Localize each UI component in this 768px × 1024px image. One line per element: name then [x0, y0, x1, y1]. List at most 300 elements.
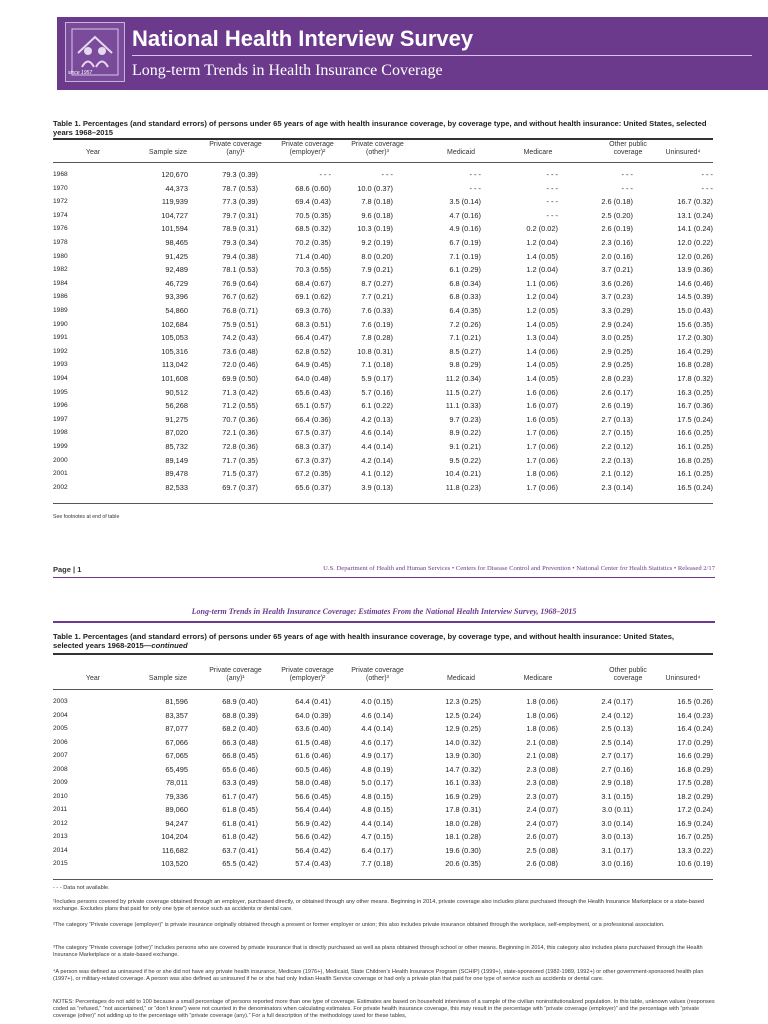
- footnote-3: ³The category “Private coverage (other)” includes persons who are covered by private insurance that is directly purchased as well as plans obtained through school or other means. Beginning in 2014, this category also includes plans purchased through the Health Insurance Marketplace or a state-based exchange.: [53, 945, 703, 958]
- cell-private-employer: 68.3 (0.37): [295, 442, 331, 451]
- cell-medicaid: 18.1 (0.28): [445, 832, 481, 841]
- cell-uninsured: 16.5 (0.26): [677, 697, 713, 706]
- cell-uninsured: 16.8 (0.29): [677, 764, 713, 774]
- cell-medicare: 2.3 (0.08): [526, 778, 558, 787]
- cell-medicaid: 6.1 (0.29): [449, 265, 481, 275]
- cell-year: 2009: [53, 779, 68, 786]
- cell-private-other: 4.9 (0.17): [361, 751, 393, 760]
- cell-year: 1974: [53, 211, 68, 219]
- cell-private-other: 4.8 (0.15): [361, 805, 393, 814]
- cell-private-any: 75.9 (0.51): [222, 319, 258, 329]
- cell-uninsured: 12.0 (0.26): [677, 251, 713, 261]
- cell-private-other: 4.8 (0.19): [361, 764, 393, 774]
- table-caption-continued: [53, 632, 713, 650]
- cell-private-other: 7.9 (0.21): [361, 265, 393, 275]
- table-row: [53, 792, 713, 802]
- cell-other-public: 2.7 (0.15): [601, 428, 633, 438]
- logo-since: since 1957: [68, 70, 93, 76]
- cell-private-other: 7.1 (0.18): [361, 360, 393, 370]
- cell-uninsured: 14.1 (0.24): [677, 224, 713, 234]
- cell-medicare: 1.3 (0.04): [526, 333, 558, 343]
- cell-sample-size: 105,316: [161, 346, 188, 356]
- cell-sample-size: 91,425: [165, 251, 188, 261]
- cell-private-employer: 56.6 (0.42): [295, 832, 331, 841]
- cell-medicaid: 4.7 (0.16): [449, 210, 481, 220]
- cell-private-employer: 64.0 (0.39): [295, 710, 331, 720]
- table-header-rule: [53, 162, 713, 163]
- cell-private-other: 5.9 (0.17): [361, 374, 393, 383]
- cell-year: 2010: [53, 792, 68, 800]
- table-row: [53, 292, 713, 302]
- table-row: [53, 306, 713, 316]
- column-header-line2: (employer)²: [289, 149, 326, 156]
- cell-private-employer: 69.4 (0.43): [295, 197, 331, 207]
- cell-uninsured: 10.6 (0.19): [677, 859, 713, 868]
- cell-sample-size: 105,053: [161, 333, 188, 343]
- table2-header-rule: [53, 689, 713, 690]
- table-row: [53, 697, 713, 707]
- cell-year: 1976: [53, 225, 68, 233]
- cell-private-employer: 67.3 (0.37): [295, 455, 331, 465]
- cell-medicaid: 16.1 (0.33): [445, 778, 481, 787]
- column-header-medicare: Medicare: [523, 149, 553, 156]
- cell-private-employer: 66.4 (0.36): [295, 414, 331, 424]
- cell-other-public: 2.5 (0.14): [601, 737, 633, 747]
- cell-year: 1970: [53, 184, 68, 192]
- cell-medicare: 1.8 (0.06): [526, 724, 558, 733]
- cell-private-any: 68.8 (0.39): [222, 710, 258, 720]
- cell-other-public: 3.0 (0.14): [601, 818, 633, 828]
- column-header-medicaid: Medicaid: [446, 675, 475, 682]
- cell-sample-size: 65,495: [165, 764, 188, 774]
- cell-other-public: 3.0 (0.25): [601, 333, 633, 343]
- cell-sample-size: 119,939: [161, 197, 188, 207]
- cell-private-other: 7.7 (0.18): [361, 859, 393, 868]
- cell-sample-size: 89,060: [165, 805, 188, 814]
- table-row: [53, 388, 713, 398]
- cell-other-public: 2.6 (0.19): [601, 224, 633, 234]
- column-header-line1: Private coverage: [281, 141, 334, 148]
- cell-medicaid: 12.9 (0.25): [445, 724, 481, 733]
- cell-private-other: 4.2 (0.14): [361, 455, 393, 465]
- cell-private-any: 76.9 (0.64): [222, 278, 258, 288]
- cell-medicaid: - - -: [469, 170, 481, 179]
- cell-uninsured: 16.3 (0.25): [677, 387, 713, 397]
- cell-medicaid: 4.9 (0.16): [449, 224, 481, 234]
- cell-other-public: 2.6 (0.17): [601, 387, 633, 397]
- cell-medicare: 1.4 (0.05): [526, 251, 558, 261]
- cell-private-any: 71.7 (0.35): [222, 455, 258, 465]
- cell-medicare: 1.4 (0.05): [526, 319, 558, 329]
- table-row: [53, 846, 713, 856]
- table-row: [53, 265, 713, 275]
- cell-medicaid: 20.6 (0.35): [445, 859, 481, 868]
- column-header-line2: (employer)²: [289, 675, 326, 682]
- column-header-line2: (any)¹: [226, 149, 245, 156]
- cell-sample-size: 81,596: [165, 697, 188, 706]
- cell-private-any: 68.2 (0.40): [222, 724, 258, 733]
- cell-medicare: 2.5 (0.08): [526, 845, 558, 855]
- cell-private-any: 78.7 (0.53): [222, 183, 258, 193]
- cell-private-other: 4.0 (0.15): [361, 697, 393, 706]
- cell-private-employer: 56.9 (0.42): [295, 818, 331, 828]
- cell-private-employer: 56.4 (0.44): [295, 805, 331, 814]
- cell-private-other: 4.4 (0.14): [361, 724, 393, 733]
- cell-year: 2013: [53, 833, 68, 840]
- cell-medicare: 2.4 (0.07): [526, 818, 558, 828]
- cell-private-employer: 68.5 (0.32): [295, 224, 331, 234]
- page2-title-rule: [53, 621, 715, 623]
- cell-private-other: 6.1 (0.22): [361, 401, 393, 411]
- cell-private-any: 79.3 (0.39): [222, 170, 258, 179]
- cell-private-any: 74.2 (0.43): [222, 333, 258, 343]
- cell-year: 1972: [53, 198, 68, 206]
- cell-other-public: 2.9 (0.25): [601, 360, 633, 370]
- table2-top-rule: [53, 653, 713, 655]
- cell-private-other: 7.8 (0.18): [361, 197, 393, 207]
- cell-medicare: 2.3 (0.08): [526, 764, 558, 774]
- cell-uninsured: 15.0 (0.43): [677, 306, 713, 315]
- cell-other-public: 2.9 (0.24): [601, 319, 633, 329]
- cell-sample-size: 91,275: [165, 414, 188, 424]
- table2-bottom-rule: [53, 879, 713, 880]
- cell-medicaid: - - -: [469, 183, 481, 193]
- caption-line2: [53, 641, 713, 650]
- cell-medicaid: 14.7 (0.32): [445, 764, 481, 774]
- cell-other-public: 2.7 (0.16): [601, 764, 633, 774]
- table-row: [53, 805, 713, 815]
- table-row: [53, 360, 713, 370]
- cell-sample-size: 98,465: [165, 238, 188, 247]
- cell-medicare: 2.1 (0.08): [526, 737, 558, 747]
- cell-medicaid: 11.8 (0.23): [445, 482, 481, 492]
- column-header-emp: [275, 141, 340, 157]
- table-row: [53, 765, 713, 775]
- cell-other-public: 2.9 (0.18): [601, 778, 633, 787]
- cell-private-other: 9.6 (0.18): [361, 210, 393, 220]
- table-row: [53, 333, 713, 343]
- cell-year: 2006: [53, 738, 68, 746]
- footer-rule: [53, 577, 715, 578]
- cell-uninsured: 16.8 (0.25): [677, 455, 713, 465]
- cell-private-other: 7.7 (0.21): [361, 292, 393, 302]
- cell-private-other: 4.7 (0.15): [361, 832, 393, 841]
- cell-private-any: 66.3 (0.48): [222, 737, 258, 747]
- cell-medicaid: 10.4 (0.21): [445, 469, 481, 479]
- caption-line2-text: selected years 1968-2015: [53, 641, 144, 650]
- column-header-line1: Private coverage: [281, 667, 334, 674]
- cell-medicaid: 12.5 (0.24): [445, 710, 481, 720]
- cell-other-public: 2.2 (0.13): [601, 455, 633, 465]
- cell-private-any: 72.8 (0.36): [222, 442, 258, 451]
- cell-private-employer: 63.6 (0.40): [295, 724, 331, 733]
- cell-medicare: 1.8 (0.06): [526, 710, 558, 720]
- table-row: [53, 197, 713, 207]
- cell-medicare: 1.2 (0.04): [526, 292, 558, 302]
- cell-other-public: 3.7 (0.21): [601, 265, 633, 275]
- cell-other-public: 2.3 (0.16): [601, 238, 633, 247]
- cell-private-any: 76.8 (0.71): [222, 306, 258, 315]
- column-header-size: Sample size: [148, 675, 188, 682]
- column-header-year: Year: [85, 675, 101, 682]
- cell-other-public: 2.4 (0.17): [601, 697, 633, 706]
- cell-other-public: 2.9 (0.25): [601, 346, 633, 356]
- cell-medicaid: 6.4 (0.35): [449, 306, 481, 315]
- cell-uninsured: 18.2 (0.29): [677, 791, 713, 801]
- column-header-oth: [345, 667, 410, 683]
- cell-private-employer: 67.5 (0.37): [295, 428, 331, 438]
- cell-private-employer: 71.4 (0.40): [295, 251, 331, 261]
- cell-sample-size: 67,065: [165, 751, 188, 760]
- cell-sample-size: 87,020: [165, 428, 188, 438]
- cell-private-any: 78.9 (0.31): [222, 224, 258, 234]
- cell-medicaid: 9.8 (0.29): [449, 360, 481, 370]
- table-row: [53, 238, 713, 248]
- cell-sample-size: 56,268: [165, 401, 188, 411]
- cell-other-public: - - -: [621, 170, 633, 179]
- cell-sample-size: 78,011: [165, 778, 188, 787]
- cell-sample-size: 116,682: [161, 845, 188, 855]
- cell-other-public: 3.1 (0.15): [601, 791, 633, 801]
- cell-private-any: 69.7 (0.37): [222, 482, 258, 492]
- cell-medicaid: 9.7 (0.23): [449, 414, 481, 424]
- cell-private-any: 73.6 (0.48): [222, 346, 258, 356]
- cell-private-any: 65.5 (0.42): [222, 859, 258, 868]
- cell-year: 1980: [53, 252, 68, 260]
- cell-year: 1992: [53, 347, 68, 355]
- table-row: [53, 819, 713, 829]
- cell-private-other: 4.4 (0.14): [361, 442, 393, 451]
- cell-private-any: 61.8 (0.41): [222, 818, 258, 828]
- cell-year: 1997: [53, 415, 68, 423]
- cell-medicare: 1.4 (0.06): [526, 346, 558, 356]
- table-row: [53, 374, 713, 384]
- cell-private-employer: 66.4 (0.47): [295, 333, 331, 343]
- see-footnotes: See footnotes at end of table: [53, 514, 120, 520]
- cell-sample-size: 89,149: [165, 455, 188, 465]
- caption-line1: Table 1. Percentages (and standard errors) of persons under 65 years of age with health insurance coverage, by coverage type, and without health insurance: United States,: [53, 632, 675, 641]
- cell-year: 1991: [53, 334, 68, 342]
- cell-sample-size: 67,066: [165, 737, 188, 747]
- cell-other-public: 2.6 (0.19): [601, 401, 633, 411]
- cell-private-any: 79.7 (0.31): [222, 210, 258, 220]
- cell-year: 1993: [53, 361, 68, 369]
- page-number: Page | 1: [53, 565, 82, 574]
- cell-year: 2000: [53, 456, 68, 464]
- footnote-4: ⁴A person was defined as uninsured if he or she did not have any private health insurance, Medicare (1976+), Medicaid, State Children’s Health Insurance Program (SCHIP) (1999+), state-sponsored (1982-1989, 1992+) or other government-sponsored health plan (1997+), or military-related coverage. A person was also defined as uninsured if he or she had only Indian Health Service coverage or had only a private plan that paid for one type of service such as accidents or dental care.: [53, 969, 704, 982]
- column-header-line2: (other)³: [366, 149, 389, 156]
- cell-private-any: 71.5 (0.37): [222, 469, 258, 479]
- column-header-line1: Private coverage: [209, 667, 262, 674]
- cell-medicare: - - -: [546, 197, 558, 207]
- cell-private-other: 6.4 (0.17): [361, 845, 393, 855]
- cell-sample-size: 87,077: [165, 724, 188, 733]
- cell-private-any: 61.7 (0.47): [222, 791, 258, 801]
- banner-subtitle: Long-term Trends in Health Insurance Coverage: [132, 62, 443, 79]
- table-top-rule: [53, 138, 713, 140]
- cell-year: 1968: [53, 171, 68, 178]
- column-header-line1: Other public: [609, 667, 647, 674]
- cell-uninsured: 16.4 (0.29): [677, 346, 713, 356]
- cell-medicaid: 11.1 (0.33): [445, 401, 481, 411]
- cell-year: 2015: [53, 860, 68, 867]
- cell-sample-size: 93,396: [165, 292, 188, 302]
- cell-medicaid: 17.8 (0.31): [445, 805, 481, 814]
- cell-year: 1996: [53, 402, 68, 410]
- cell-uninsured: 16.4 (0.24): [677, 724, 713, 733]
- cell-other-public: 2.2 (0.12): [601, 442, 633, 451]
- cell-year: 1998: [53, 429, 68, 437]
- cell-sample-size: 89,478: [165, 469, 188, 479]
- table-bottom-rule: [53, 503, 713, 504]
- cell-private-any: 78.1 (0.53): [222, 265, 258, 275]
- cell-private-other: 4.6 (0.17): [361, 737, 393, 747]
- cell-other-public: 2.8 (0.23): [601, 374, 633, 383]
- table-row: [53, 724, 713, 734]
- cell-year: 1999: [53, 443, 68, 450]
- table-row: [53, 170, 713, 180]
- cell-other-public: 3.0 (0.13): [601, 832, 633, 841]
- cell-medicaid: 14.0 (0.32): [445, 737, 481, 747]
- cell-sample-size: 79,336: [165, 791, 188, 801]
- cell-sample-size: 92,489: [165, 265, 188, 275]
- cell-other-public: 2.7 (0.17): [601, 751, 633, 760]
- table-row: [53, 347, 713, 357]
- cell-medicaid: 16.9 (0.29): [445, 791, 481, 801]
- cell-private-other: 7.6 (0.33): [361, 306, 393, 315]
- cell-private-any: 72.1 (0.36): [222, 428, 258, 438]
- column-header-line1: Other public: [609, 141, 647, 148]
- cell-medicaid: 13.9 (0.30): [445, 751, 481, 760]
- table-row: [53, 184, 713, 194]
- table-row: [53, 778, 713, 788]
- cell-other-public: 3.0 (0.16): [601, 859, 633, 868]
- cell-year: 2003: [53, 698, 68, 705]
- table-row: [53, 483, 713, 493]
- cell-private-employer: 60.5 (0.46): [295, 764, 331, 774]
- cell-private-other: 9.2 (0.19): [361, 238, 393, 247]
- cell-medicaid: 18.0 (0.28): [445, 818, 481, 828]
- cell-uninsured: 16.9 (0.24): [677, 818, 713, 828]
- cell-private-any: 79.4 (0.38): [222, 251, 258, 261]
- cell-private-employer: 65.1 (0.57): [295, 401, 331, 411]
- cell-sample-size: 83,357: [165, 710, 188, 720]
- table-row: [53, 279, 713, 289]
- cell-private-other: 4.8 (0.15): [361, 791, 393, 801]
- cell-other-public: 2.5 (0.20): [601, 210, 633, 220]
- cell-medicare: 1.7 (0.06): [526, 482, 558, 492]
- cell-private-other: 10.8 (0.31): [357, 346, 393, 356]
- cell-medicare: 1.2 (0.04): [526, 238, 558, 247]
- cell-other-public: 2.5 (0.13): [601, 724, 633, 733]
- table-row: [53, 252, 713, 262]
- cell-private-employer: 61.6 (0.46): [295, 751, 331, 760]
- cell-private-other: - - -: [381, 170, 393, 179]
- cell-private-employer: 68.4 (0.67): [295, 278, 331, 288]
- cell-year: 1989: [53, 307, 68, 314]
- cell-private-any: 63.7 (0.41): [222, 845, 258, 855]
- cell-sample-size: 44,373: [165, 183, 188, 193]
- column-header-oth: [345, 141, 410, 157]
- cell-medicare: 1.2 (0.05): [526, 306, 558, 315]
- cell-private-employer: 69.3 (0.76): [295, 306, 331, 315]
- cell-private-any: 79.3 (0.34): [222, 238, 258, 247]
- table-row: [53, 442, 713, 452]
- footnote-1: ¹Includes persons covered by private coverage obtained through an employer, purchased directly, or obtained through any other means. Beginning in 2014, private coverage also includes plans purchased through the Health Insurance Marketplace or a state-based exchange. Excludes plans that paid for only one type of service such as accidents or dental care.: [53, 899, 705, 912]
- cell-medicare: 1.2 (0.04): [526, 265, 558, 275]
- cell-uninsured: 16.4 (0.23): [677, 710, 713, 720]
- cell-other-public: 3.7 (0.23): [601, 292, 633, 302]
- column-header-year: Year: [85, 149, 101, 156]
- cell-sample-size: 82,533: [165, 482, 188, 492]
- cell-private-any: 77.3 (0.39): [222, 197, 258, 207]
- cell-medicare: 2.3 (0.07): [526, 791, 558, 801]
- cell-sample-size: 85,732: [165, 442, 188, 451]
- cell-private-other: 4.1 (0.12): [361, 469, 393, 479]
- cell-private-employer: 69.1 (0.62): [295, 292, 331, 302]
- cell-medicare: - - -: [546, 210, 558, 220]
- cell-medicaid: 6.7 (0.19): [449, 238, 481, 247]
- cell-sample-size: 46,729: [165, 278, 188, 288]
- column-header-line1: Private coverage: [209, 141, 262, 148]
- banner-divider: [132, 55, 752, 56]
- cell-uninsured: 16.6 (0.29): [677, 751, 713, 760]
- cell-sample-size: 101,608: [161, 374, 188, 383]
- column-header-line1: Private coverage: [351, 141, 404, 148]
- cell-uninsured: 12.0 (0.22): [677, 238, 713, 247]
- cell-other-public: 3.1 (0.17): [601, 845, 633, 855]
- table-row: [53, 401, 713, 411]
- cell-uninsured: 16.1 (0.25): [677, 469, 713, 479]
- table-row: [53, 211, 713, 221]
- cell-uninsured: 17.5 (0.24): [677, 414, 713, 424]
- cell-private-any: 61.8 (0.45): [222, 805, 258, 814]
- cell-other-public: 2.7 (0.13): [601, 414, 633, 424]
- cell-year: 2002: [53, 483, 68, 491]
- cell-medicare: - - -: [546, 170, 558, 179]
- cell-sample-size: 103,520: [161, 859, 188, 868]
- cell-private-employer: 57.4 (0.43): [295, 859, 331, 868]
- cell-uninsured: - - -: [701, 170, 713, 179]
- cell-medicare: 2.6 (0.07): [526, 832, 558, 841]
- table-row: [53, 415, 713, 425]
- cell-medicare: 1.6 (0.07): [526, 401, 558, 411]
- cell-private-other: 10.3 (0.19): [357, 224, 393, 234]
- table-row: [53, 320, 713, 330]
- table-row: [53, 456, 713, 466]
- cell-uninsured: 14.5 (0.39): [677, 292, 713, 302]
- cell-sample-size: 102,684: [161, 319, 188, 329]
- column-header-emp: [275, 667, 340, 683]
- cell-uninsured: 16.8 (0.28): [677, 360, 713, 370]
- cell-year: 1978: [53, 239, 68, 246]
- cell-private-any: 69.9 (0.50): [222, 374, 258, 383]
- cell-private-other: 8.0 (0.20): [361, 251, 393, 261]
- cell-uninsured: 14.6 (0.46): [677, 278, 713, 288]
- cell-medicare: 1.1 (0.06): [526, 278, 558, 288]
- table-row: [53, 832, 713, 842]
- cell-private-employer: 68.3 (0.51): [295, 319, 331, 329]
- cell-year: 2004: [53, 711, 68, 719]
- cell-other-public: 3.0 (0.11): [601, 805, 633, 814]
- cell-medicaid: 9.5 (0.22): [449, 455, 481, 465]
- column-header-line2: (other)³: [366, 675, 389, 682]
- column-header-size: Sample size: [148, 149, 188, 156]
- cell-medicare: 1.8 (0.06): [526, 697, 558, 706]
- cell-medicaid: 8.5 (0.27): [449, 346, 481, 356]
- cell-medicaid: 7.1 (0.19): [449, 251, 481, 261]
- cell-private-employer: 70.3 (0.55): [295, 265, 331, 275]
